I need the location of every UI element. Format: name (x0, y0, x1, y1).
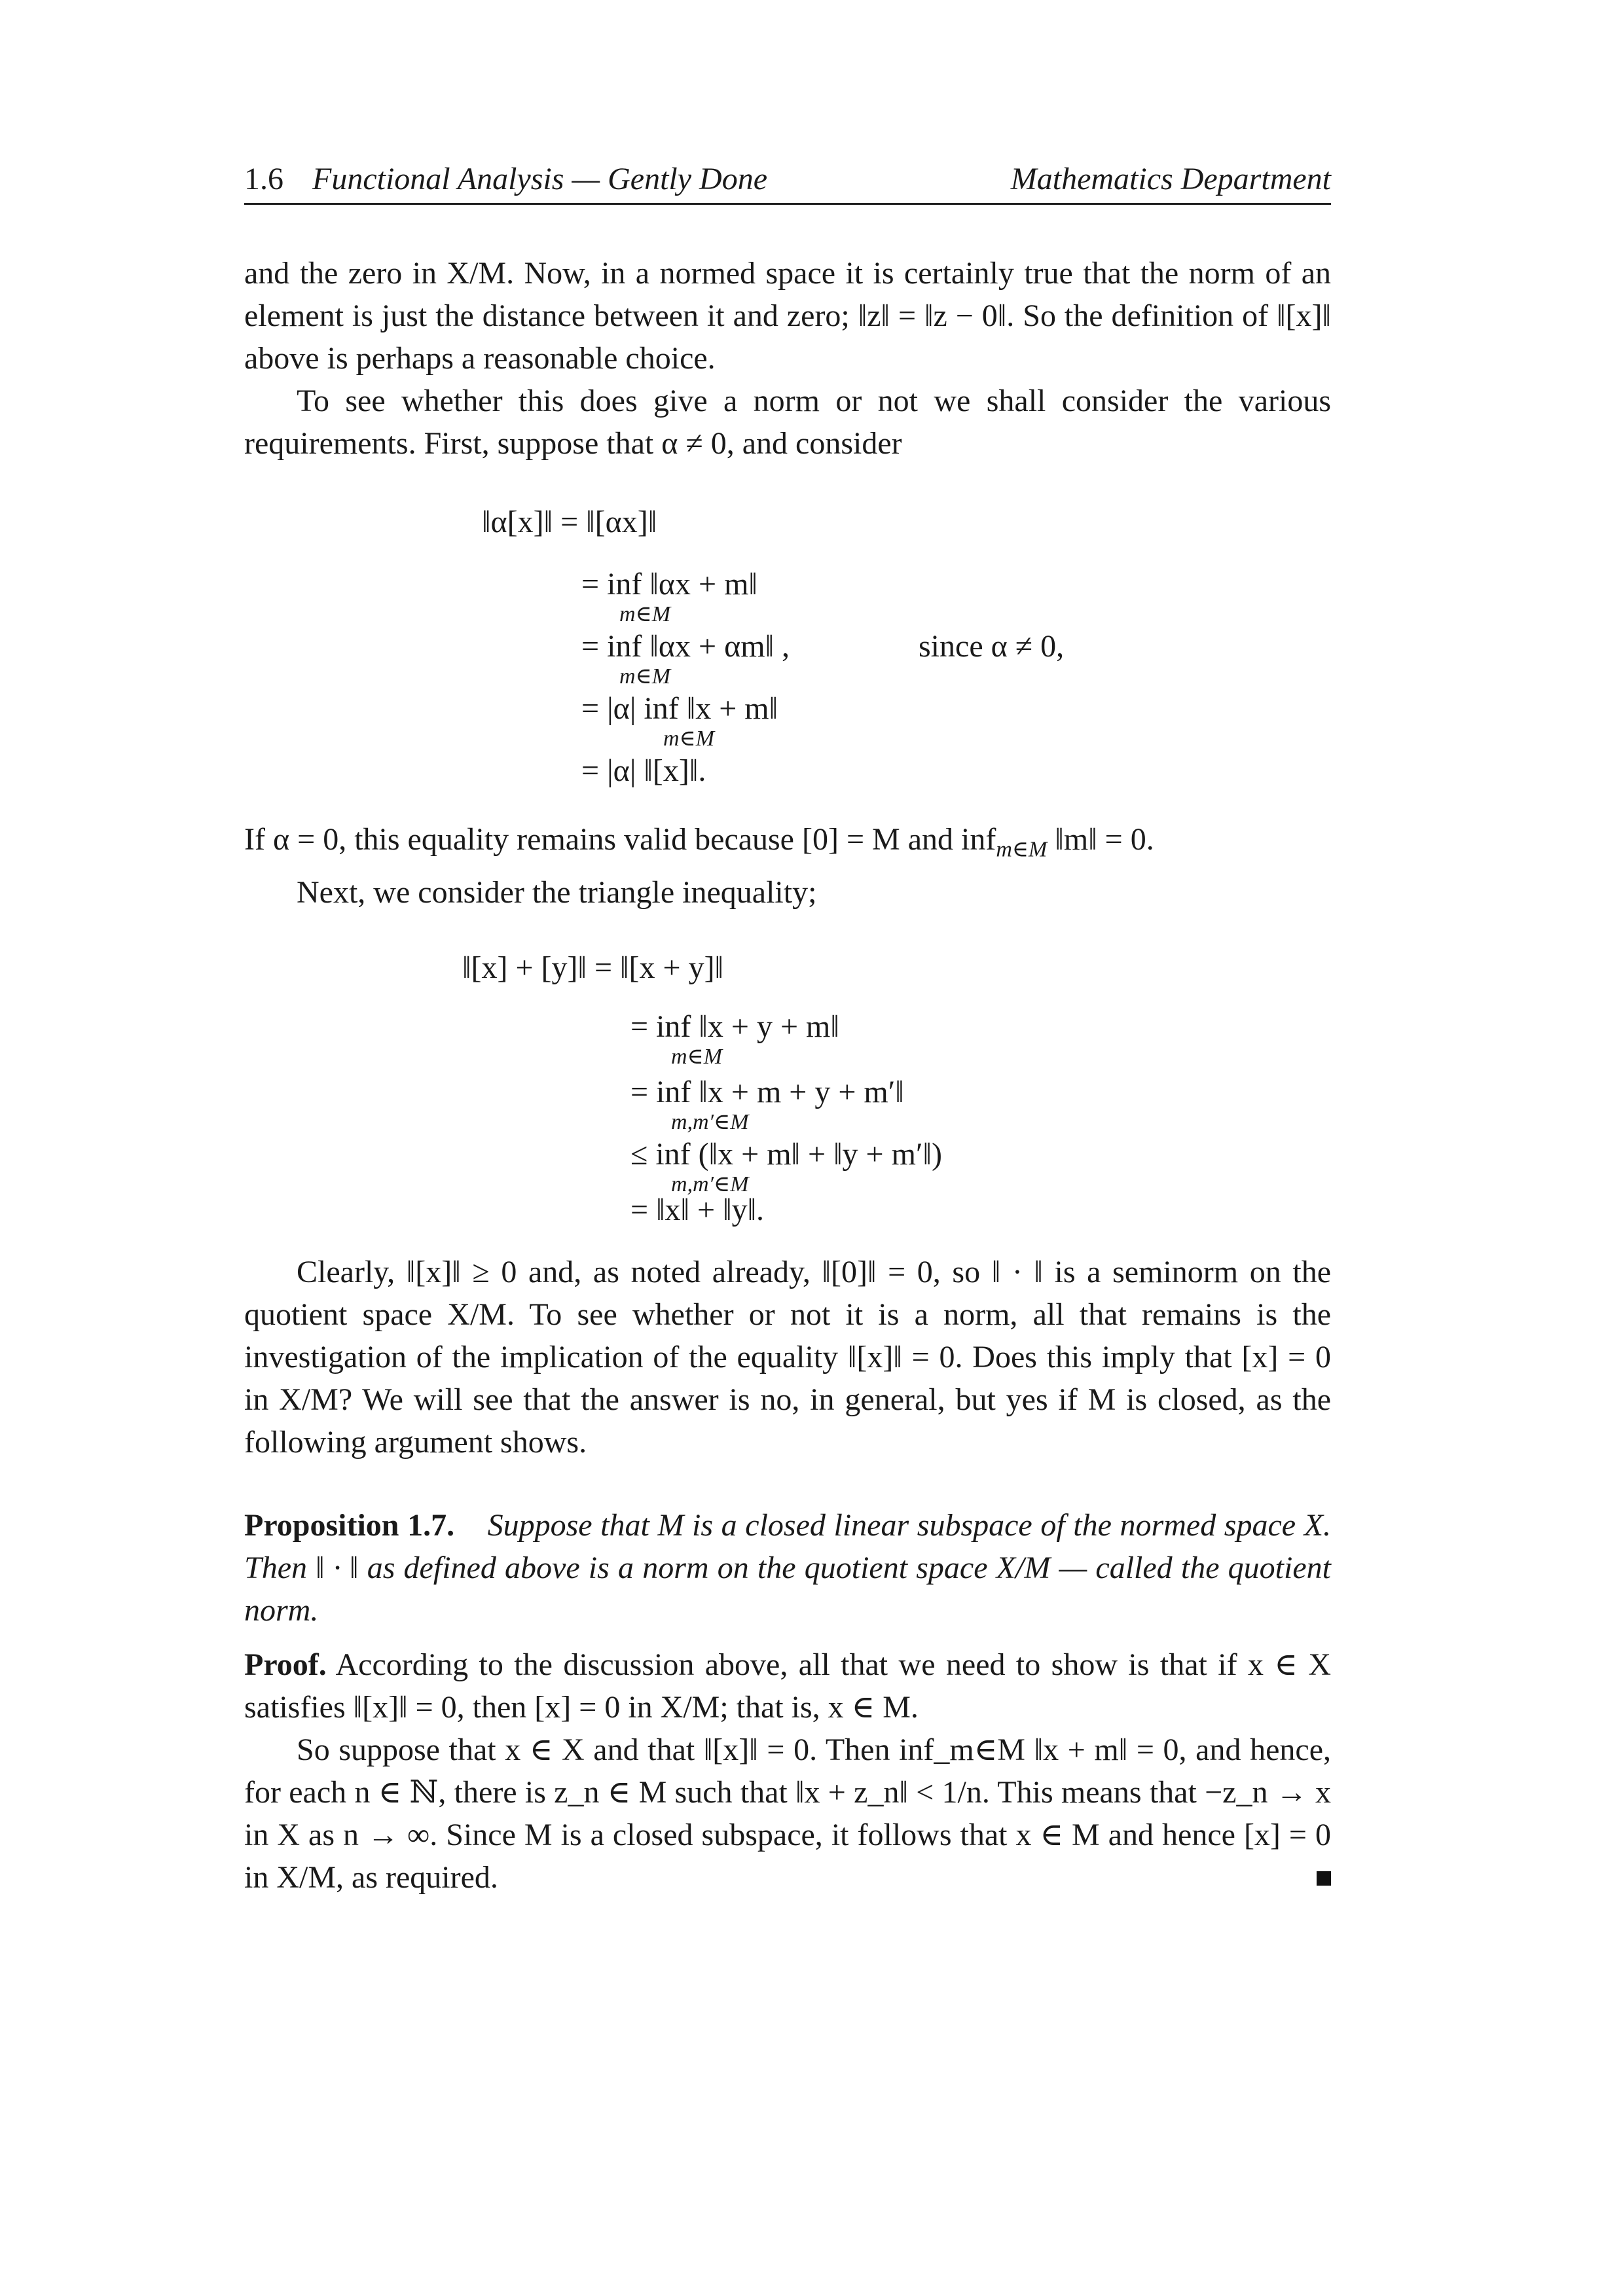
eq1-line3-sub: m∈M (619, 664, 671, 689)
eq2-line3-sub: m,m′∈M (671, 1109, 749, 1134)
proposition (244, 1504, 1331, 1632)
eq1-line4-sub: m∈M (663, 726, 715, 751)
eq1-line3-note: since α ≠ 0, (919, 629, 1065, 664)
book-title: Functional Analysis — Gently Done (312, 162, 768, 196)
eq1-line2: = inf ‖αx + m‖ (581, 567, 757, 601)
eq1-line5: = |α| ‖[x]‖. (581, 753, 706, 788)
eq2-line4: ≤ inf (‖x + m‖ + ‖y + m′‖) (630, 1136, 942, 1172)
paragraph-triangle: Next, we consider the triangle inequality; (297, 874, 817, 910)
section-number: 1.6 (244, 162, 283, 196)
equation-triangle (244, 914, 1331, 1227)
paragraph-seminorm: Clearly, ‖[x]‖ ≥ 0 and, as noted already, ‖[0]‖ = 0, so ‖ · ‖ is a seminorm on the quotient space X/M. To see whether or not it is a norm, all that remains is the investigation of the implication of the equality ‖[x]‖ = 0. Does this imply that [x] = 0 in X/M? We will see that the answer is no, in general, but yes if M is closed, as the following argument shows. (244, 1254, 1331, 1460)
proof-text-2: So suppose that x ∈ X and that ‖[x]‖ = 0. Then inf_m∈M ‖x + m‖ = 0, and hence, for each n ∈ ℕ, there is z_n ∈ M such that ‖x + z_n‖ < 1/n. This means that −z_n → x in X as n → ∞. Since M is a closed subspace, it follows that x ∈ M and hence [x] = 0 in X/M, as required. (244, 1732, 1331, 1895)
eq1-line1: ‖α[x]‖ = ‖[αx]‖ (482, 505, 657, 539)
proof (244, 1643, 1331, 1899)
equation-scalar (244, 465, 1331, 788)
eq2-line2: = inf ‖x + y + m‖ (630, 1009, 839, 1044)
proof-label: Proof. (244, 1647, 327, 1682)
eq2-line5: = ‖x‖ + ‖y‖. (630, 1192, 765, 1227)
paragraph-alpha-zero: If α = 0, this equality remains valid because [0] = M and inf$_{m\in M}$ ‖m‖ = 0. (244, 822, 1154, 862)
eq2-line2-sub: m∈M (671, 1044, 723, 1069)
department-name: Mathematics Department (1010, 162, 1331, 196)
page (244, 151, 1331, 1899)
running-header (244, 151, 1331, 205)
proof-text-1: According to the discussion above, all that we need to show is that if x ∈ X satisfies ‖[x]‖ = 0, then [x] = 0 in X/M; that is, x ∈ M. (244, 1647, 1331, 1725)
eq2-line4-sub: m,m′∈M (671, 1172, 749, 1196)
paragraph-intro: and the zero in X/M. Now, in a normed space it is certainly true that the norm of an element is just the distance between it and zero; ‖z‖ = ‖z − 0‖. So the definition of ‖[x]‖ above is perhaps a reasonable choice. (244, 256, 1331, 376)
header-left (244, 161, 767, 197)
eq2-line3: = inf ‖x + m + y + m′‖ (630, 1074, 904, 1109)
eq1-line4: = |α| inf ‖x + m‖ (581, 691, 778, 726)
proposition-text: Suppose that M is a closed linear subspace of the normed space X. Then ‖ · ‖ as defined above is a norm on the quotient space X/M — called the quotient norm. (244, 1507, 1332, 1628)
paragraph-requirements: To see whether this does give a norm or not we shall consider the various requirements. First, suppose that α ≠ 0, and consider (244, 384, 1331, 461)
qed-square-icon (1317, 1871, 1331, 1886)
eq1-line3: = inf ‖αx + αm‖ , (581, 629, 790, 664)
eq1-line2-sub: m∈M (619, 602, 671, 626)
eq2-line1: ‖[x] + [y]‖ = ‖[x + y]‖ (462, 950, 724, 985)
proposition-label: Proposition 1.7. (244, 1507, 455, 1543)
